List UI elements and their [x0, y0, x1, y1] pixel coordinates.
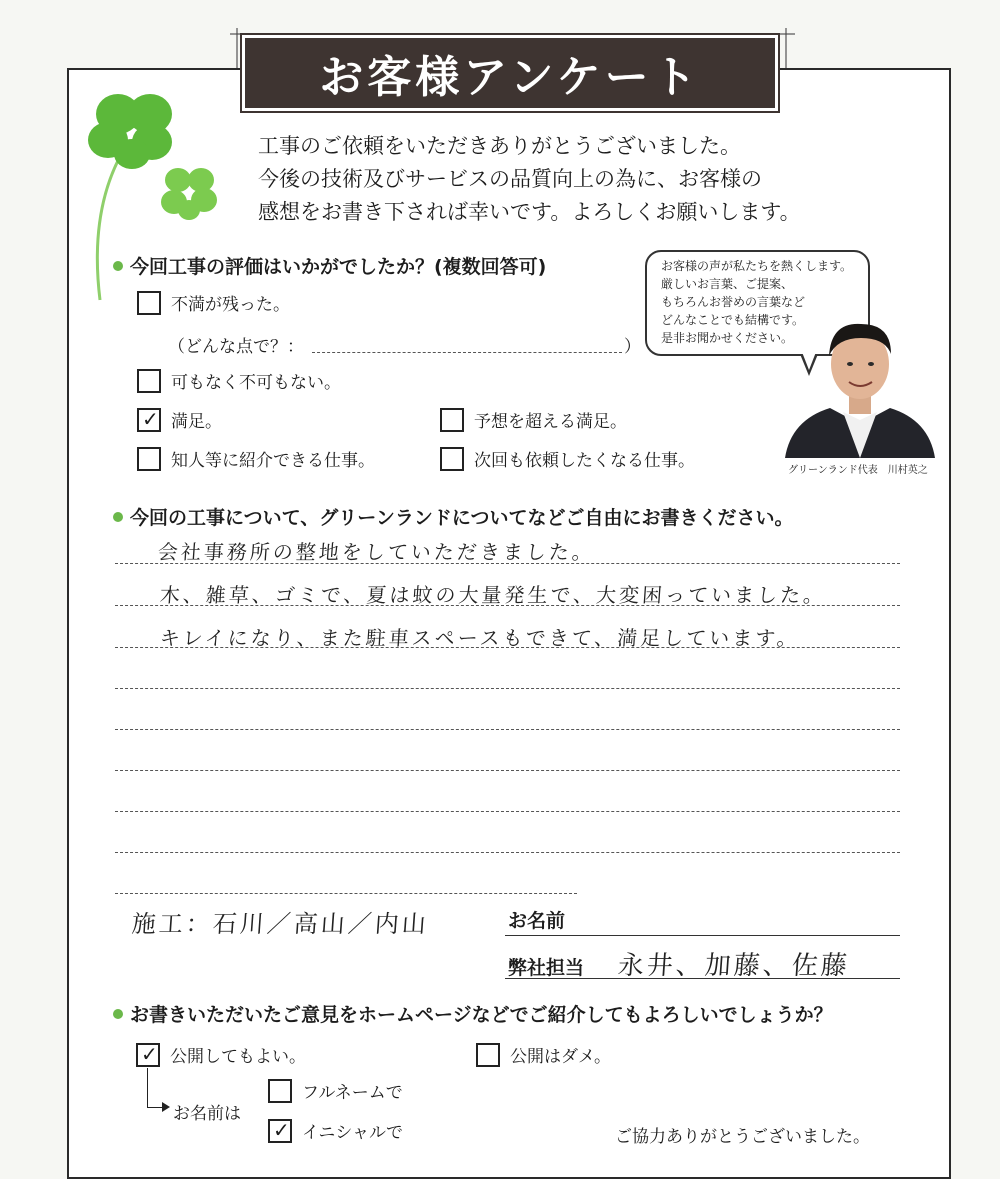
comment-line: 会社事務所の整地をしていただきました。 — [157, 540, 596, 564]
question-1-label: 今回工事の評価はいかがでしたか？(複数回答可) — [130, 256, 547, 278]
representative-caption: グリーンランド代表 川村英之 — [788, 465, 928, 476]
intro-text — [258, 130, 801, 229]
writing-line[interactable] — [115, 647, 900, 648]
option-label: 満足。 — [171, 412, 222, 432]
which-points-close: ） — [624, 337, 641, 357]
checkbox[interactable] — [440, 408, 464, 432]
builders-handwritten: 施工：石川／高山／内山 — [130, 910, 430, 938]
bullet-icon — [113, 512, 123, 522]
bullet-icon — [113, 261, 123, 271]
checkbox-checked[interactable] — [268, 1119, 292, 1143]
bubble-line: どんなことでも結構です。 — [661, 313, 805, 327]
check-icon: ✓ — [142, 406, 159, 431]
writing-line[interactable] — [115, 811, 900, 812]
page-title: お客様アンケート — [245, 38, 775, 108]
checkbox[interactable] — [137, 291, 161, 315]
option-beyond-expectation[interactable] — [440, 407, 627, 432]
comment-line: キレイになり、また駐車スペースもできて、満足しています。 — [159, 626, 801, 650]
arrow-line — [147, 1068, 148, 1108]
option-fullname[interactable] — [268, 1078, 403, 1103]
option-publish-no[interactable] — [476, 1042, 611, 1067]
thanks-text: ご協力ありがとうございました。 — [615, 1127, 870, 1147]
option-publish-ok[interactable] — [136, 1042, 306, 1067]
option-label: 公開はダメ。 — [510, 1047, 611, 1067]
writing-line[interactable] — [115, 688, 900, 689]
checkbox[interactable] — [440, 447, 464, 471]
name-field-line[interactable] — [505, 935, 900, 936]
arrow-right-icon — [162, 1102, 170, 1112]
option-average[interactable] — [137, 368, 341, 393]
option-request-again[interactable] — [440, 446, 695, 471]
writing-line[interactable] — [115, 729, 900, 730]
option-dissatisfied[interactable] — [137, 290, 290, 315]
bubble-line: もちろんお誉めの言葉など — [661, 295, 806, 309]
option-label: 可もなく不可もない。 — [171, 373, 341, 393]
intro-line: 感想をお書き下されば幸いです。よろしくお願いします。 — [258, 200, 801, 224]
checkbox[interactable] — [268, 1079, 292, 1103]
option-label: 予想を超える満足。 — [474, 412, 627, 432]
checkbox-checked[interactable] — [137, 408, 161, 432]
name-display-label: お名前は — [173, 1104, 241, 1124]
checkbox[interactable] — [137, 369, 161, 393]
bubble-line: 厳しいお言葉、ご提案、 — [661, 277, 794, 291]
bubble-line: 是非お聞かせください。 — [661, 331, 794, 345]
question-3 — [113, 1000, 833, 1027]
checkbox[interactable] — [476, 1043, 500, 1067]
question-3-label: お書きいただいたご意見をホームページなどでご紹介してもよろしいでしょうか？ — [130, 1004, 833, 1026]
comment-line: 木、雑草、ゴミで、夏は蚊の大量発生で、大変困っていました。 — [159, 583, 827, 607]
staff-handwritten: 永井、加藤、佐藤 — [616, 951, 851, 981]
option-recommend[interactable] — [137, 446, 375, 471]
option-initial[interactable] — [268, 1118, 403, 1143]
writing-line[interactable] — [115, 605, 900, 606]
option-label: 公開してもよい。 — [170, 1047, 306, 1067]
question-1 — [113, 252, 546, 279]
check-icon: ✓ — [141, 1041, 158, 1066]
checkbox-checked[interactable] — [136, 1043, 160, 1067]
checkbox[interactable] — [137, 447, 161, 471]
representative-portrait — [785, 312, 935, 458]
option-label: フルネームで — [302, 1083, 403, 1103]
option-label: 知人等に紹介できる仕事。 — [171, 451, 375, 471]
writing-line[interactable] — [115, 563, 900, 564]
intro-line: 工事のご依頼をいただきありがとうございました。 — [258, 134, 741, 158]
name-label: お名前 — [508, 910, 566, 932]
staff-label: 弊社担当 — [508, 957, 585, 979]
check-icon: ✓ — [273, 1117, 290, 1142]
option-label: 不満が残った。 — [171, 295, 290, 315]
staff-field-line[interactable] — [505, 978, 900, 979]
which-points-label: （どんな点で？： — [168, 337, 304, 357]
writing-line[interactable] — [115, 770, 900, 771]
option-label: イニシャルで — [302, 1123, 403, 1143]
bullet-icon — [113, 1009, 123, 1019]
bubble-line: お客様の声が私たちを熱くします。 — [661, 259, 853, 273]
which-points-line[interactable] — [312, 352, 622, 353]
frame-line — [230, 33, 795, 35]
option-satisfied[interactable] — [137, 407, 222, 432]
writing-line[interactable] — [115, 852, 900, 853]
option-label: 次回も依頼したくなる仕事。 — [474, 451, 695, 471]
intro-line: 今後の技術及びサービスの品質向上の為に、お客様の — [258, 167, 762, 191]
writing-line[interactable] — [115, 893, 577, 894]
question-2-label: 今回の工事について、グリーンランドについてなどご自由にお書きください。 — [130, 507, 794, 529]
question-2 — [113, 503, 793, 530]
